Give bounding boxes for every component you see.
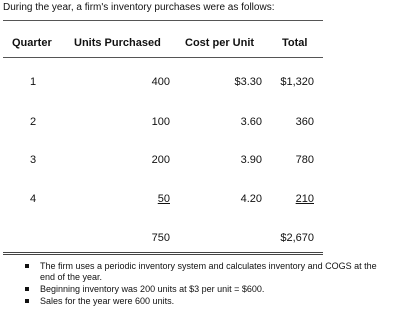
header-total: Total bbox=[282, 37, 308, 49]
table-top-rule bbox=[3, 20, 323, 21]
notes-list bbox=[22, 261, 382, 307]
cell-total: 780 bbox=[295, 154, 314, 166]
note-text: Sales for the year were 600 units. bbox=[40, 296, 175, 306]
note-text: Beginning inventory was 200 units at $3 per unit = $600. bbox=[40, 284, 265, 294]
total-cost: $2,670 bbox=[280, 232, 314, 244]
cell-cost: $3.30 bbox=[234, 76, 262, 88]
cell-units: 200 bbox=[151, 154, 170, 166]
bullet-icon bbox=[25, 287, 29, 291]
note-item bbox=[22, 296, 382, 307]
header-units-purchased: Units Purchased bbox=[74, 37, 161, 49]
bullet-icon bbox=[25, 299, 29, 303]
note-item bbox=[22, 284, 382, 295]
cell-quarter: 3 bbox=[30, 154, 37, 166]
cell-cost: 4.20 bbox=[240, 193, 262, 205]
cell-quarter: 4 bbox=[30, 193, 37, 205]
cell-cost: 3.90 bbox=[240, 154, 262, 166]
cell-quarter: 1 bbox=[30, 76, 37, 88]
cell-quarter: 2 bbox=[30, 116, 37, 128]
cell-units: 100 bbox=[151, 116, 170, 128]
bullet-icon bbox=[25, 264, 29, 268]
table-bottom-rule bbox=[3, 252, 323, 255]
table-header-rule bbox=[3, 57, 323, 58]
header-quarter: Quarter bbox=[12, 37, 52, 49]
cell-total: $1,320 bbox=[280, 76, 314, 88]
cell-units: 400 bbox=[151, 76, 170, 88]
cell-total: 210 bbox=[295, 193, 314, 205]
header-cost-per-unit: Cost per Unit bbox=[185, 37, 255, 49]
total-units: 750 bbox=[151, 232, 170, 244]
cell-units: 50 bbox=[157, 193, 170, 205]
note-item bbox=[22, 261, 382, 283]
cell-total: 360 bbox=[295, 116, 314, 128]
cell-cost: 3.60 bbox=[240, 116, 262, 128]
intro-text: During the year, a firm's inventory purchases were as follows: bbox=[3, 2, 275, 13]
note-text: The firm uses a periodic inventory system and calculates inventory and COGS at the end of the year. bbox=[40, 261, 377, 282]
